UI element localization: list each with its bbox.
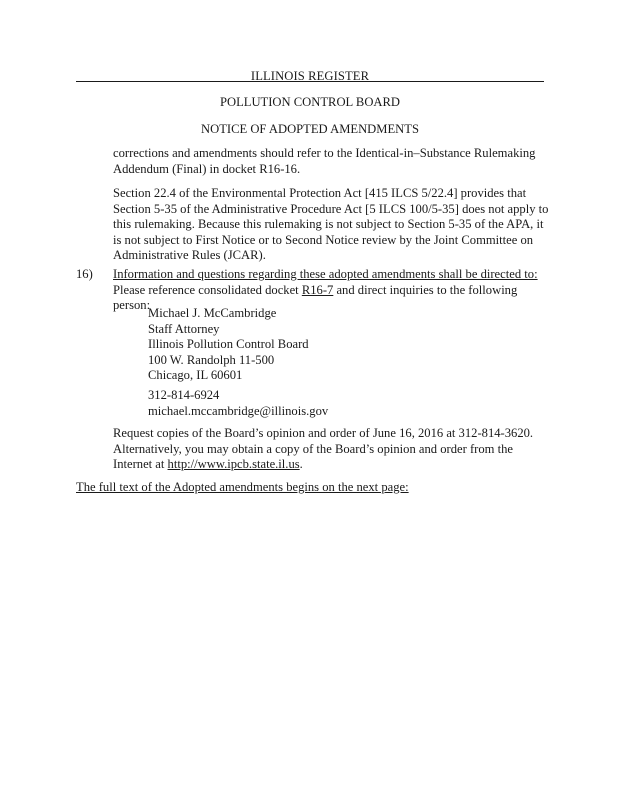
contact-organization: Illinois Pollution Control Board	[148, 337, 309, 352]
reference-suffix: and direct inquiries to the following person:	[113, 282, 518, 313]
contact-address-block	[148, 306, 528, 384]
request-text: Request copies of the Board’s opinion and order of June 16, 2016 at 312-814-3620. Alternatively, you may obtain a copy of the Board’s opinion and order from the Internet at	[113, 426, 534, 472]
header-rule	[76, 81, 544, 82]
contact-city: Chicago, IL 60601	[148, 368, 243, 383]
agency-name: POLLUTION CONTROL BOARD	[219, 95, 401, 109]
contact-street: 100 W. Randolph 11-500	[148, 352, 275, 367]
contact-email[interactable]: michael.mccambridge@illinois.gov	[148, 403, 329, 418]
paragraph-corrections: corrections and amendments should refer to the Identical-in–Substance Rulemaking Addendum (Final) in docket R16-16.	[113, 146, 536, 176]
notice-type: NOTICE OF ADOPTED AMENDMENTS	[201, 122, 419, 136]
contact-title: Staff Attorney	[148, 321, 220, 336]
board-website-link[interactable]: http://www.ipcb.state.il.us	[167, 457, 300, 472]
paragraph-section-22-4: Section 22.4 of the Environmental Protection Act [415 ILCS 5/22.4] provides that Section 5-35 of the Administrative Procedure Act [5 ILCS 100/5-35] does not apply to this rulemaking. Because this rulemaking is not subject to Section 5-35 of the APA, it is not subject to First Notice or to Second Notice review by the Joint Committee on Administrative Rules (JCAR).	[113, 186, 549, 263]
register-title: ILLINOIS REGISTER	[250, 69, 370, 83]
reference-prefix: Please reference consolidated docket	[113, 282, 302, 297]
request-copies-paragraph	[113, 426, 553, 473]
docket-link[interactable]: R16-7	[301, 282, 334, 297]
contact-details-block	[148, 388, 528, 419]
contact-name: Michael J. McCambridge	[148, 306, 277, 320]
item-number: 16)	[76, 267, 93, 281]
request-end: .	[299, 457, 303, 472]
item-16-heading: Information and questions regarding these adopted amendments shall be directed to:	[113, 267, 538, 281]
contact-phone: 312-814-6924	[148, 388, 220, 402]
closing-line: The full text of the Adopted amendments begins on the next page:	[76, 480, 409, 494]
